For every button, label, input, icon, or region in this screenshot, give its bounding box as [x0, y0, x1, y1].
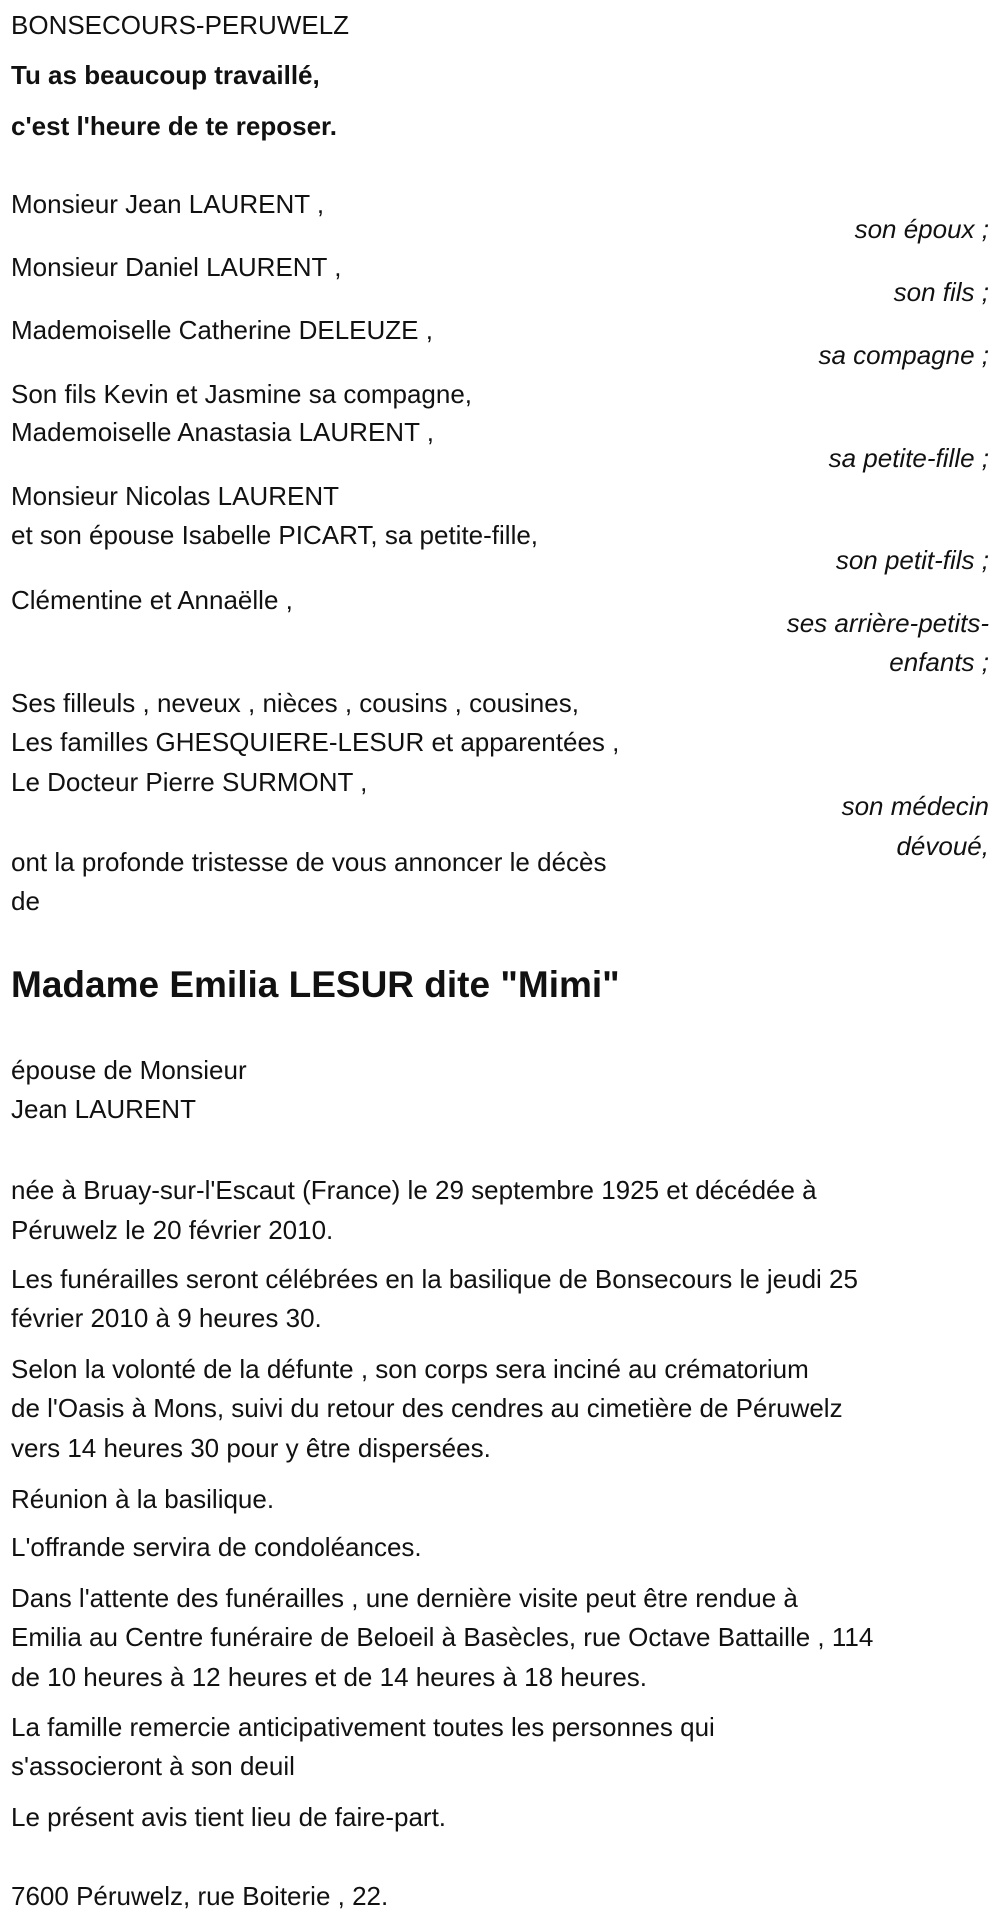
body-line: de 10 heures à 12 heures et de 14 heures à 18 heures.: [11, 1662, 648, 1692]
family-member: Monsieur Nicolas LAURENT: [11, 481, 339, 511]
body-line: de l'Oasis à Mons, suivi du retour des cendres au cimetière de Péruwelz: [11, 1393, 843, 1423]
epigraph-line: c'est l'heure de te reposer.: [11, 111, 337, 141]
spouse-line: Jean LAURENT: [11, 1094, 196, 1124]
spouse-line: épouse de Monsieur: [11, 1055, 247, 1085]
family-member: Mademoiselle Anastasia LAURENT ,: [11, 417, 434, 447]
relation: son petit-fils ;: [835, 545, 989, 575]
relation: enfants ;: [889, 647, 989, 677]
address: 7600 Péruwelz, rue Boiterie , 22.: [11, 1881, 389, 1911]
family-member: Le Docteur Pierre SURMONT ,: [11, 767, 368, 797]
body-line: Le présent avis tient lieu de faire-part.: [11, 1802, 447, 1832]
relation: dévoué,: [896, 831, 989, 861]
body-line: vers 14 heures 30 pour y être dispersées.: [11, 1433, 491, 1463]
body-line: Les funérailles seront célébrées en la basilique de Bonsecours le jeudi 25: [11, 1264, 858, 1294]
relation: sa petite-fille ;: [828, 443, 989, 473]
family-member: Ses filleuls , neveux , nièces , cousins , cousines,: [11, 688, 579, 718]
family-member: Monsieur Jean LAURENT ,: [11, 189, 325, 219]
family-member: Monsieur Daniel LAURENT ,: [11, 252, 342, 282]
body-line: Dans l'attente des funérailles , une dernière visite peut être rendue à: [11, 1583, 798, 1613]
relation: son fils ;: [893, 277, 989, 307]
family-member: Les familles GHESQUIERE-LESUR et apparentées ,: [11, 727, 620, 757]
location-heading: BONSECOURS-PERUWELZ: [11, 10, 350, 40]
body-line: s'associeront à son deuil: [11, 1751, 295, 1781]
family-member: Son fils Kevin et Jasmine sa compagne,: [11, 379, 473, 409]
relation: sa compagne ;: [818, 340, 989, 370]
relation: son époux ;: [854, 214, 989, 244]
family-member: Mademoiselle Catherine DELEUZE ,: [11, 315, 433, 345]
body-line: La famille remercie anticipativement toutes les personnes qui: [11, 1712, 715, 1742]
announcement-line: de: [11, 886, 40, 916]
relation: son médecin: [841, 791, 989, 821]
relation: ses arrière-petits-: [786, 608, 989, 638]
body-line: Emilia au Centre funéraire de Beloeil à Basècles, rue Octave Battaille , 114: [11, 1622, 874, 1652]
epigraph-line: Tu as beaucoup travaillé,: [11, 60, 320, 90]
family-member: Clémentine et Annaëlle ,: [11, 585, 293, 615]
body-line: Selon la volonté de la défunte , son corps sera inciné au crématorium: [11, 1354, 809, 1384]
body-line: L'offrande servira de condoléances.: [11, 1532, 422, 1562]
deceased-name: Madame Emilia LESUR dite "Mimi": [11, 964, 620, 1005]
body-line: Péruwelz le 20 février 2010.: [11, 1215, 334, 1245]
body-line: février 2010 à 9 heures 30.: [11, 1303, 322, 1333]
body-line: Réunion à la basilique.: [11, 1484, 275, 1514]
family-member: et son épouse Isabelle PICART, sa petite-fille,: [11, 520, 539, 550]
announcement-line: ont la profonde tristesse de vous annoncer le décès: [11, 847, 607, 877]
body-line: née à Bruay-sur-l'Escaut (France) le 29 septembre 1925 et décédée à: [11, 1175, 817, 1205]
